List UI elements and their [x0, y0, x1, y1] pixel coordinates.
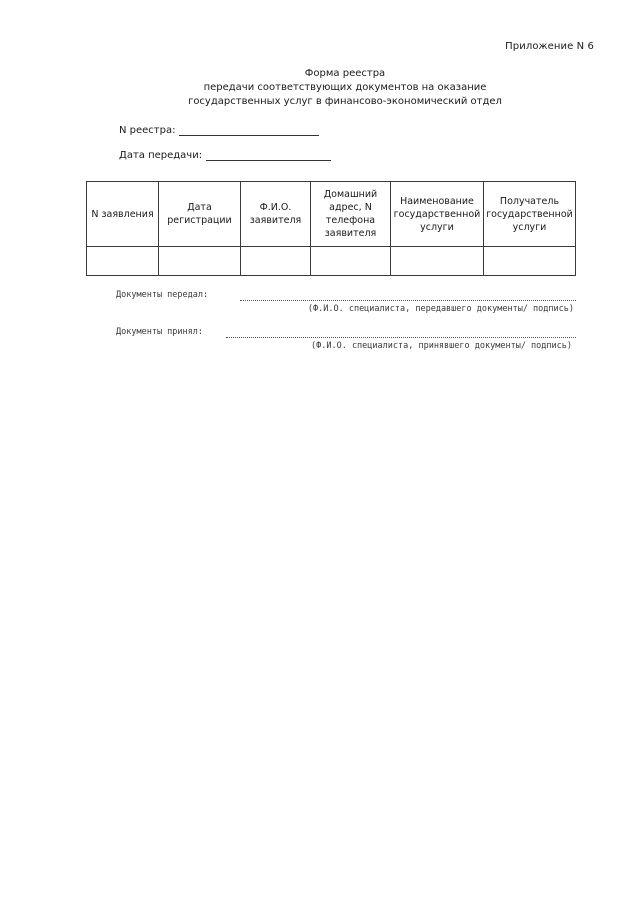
table-cell: [159, 247, 241, 276]
table-cell: [311, 247, 391, 276]
column-header: Домашний адрес, N телефона заявителя: [311, 182, 391, 247]
column-header: Ф.И.О. заявителя: [241, 182, 311, 247]
documents-given-label: Документы передал:: [116, 290, 209, 300]
documents-given-blank: [240, 300, 576, 301]
registry-number-field: [119, 125, 319, 136]
title-line-3: государственных услуг в финансово-экономический отдел: [188, 96, 502, 107]
documents-received-caption: (Ф.И.О. специалиста, принявшего документы/ подпись): [311, 341, 572, 351]
column-header: Наименование государственной услуги: [391, 182, 484, 247]
table-cell: [87, 247, 159, 276]
title-line-1: Форма реестра: [304, 68, 386, 79]
transfer-date-field: [119, 150, 331, 161]
column-header: N заявления: [87, 182, 159, 247]
documents-received-blank: [226, 337, 576, 338]
table-row: [87, 247, 576, 276]
table-cell: [241, 247, 311, 276]
appendix-label: Приложение N 6: [505, 41, 594, 52]
column-header: Дата регистрации: [159, 182, 241, 247]
column-header: Получатель государственной услуги: [484, 182, 576, 247]
registry-number-label: N реестра:: [119, 125, 176, 136]
table-cell: [484, 247, 576, 276]
table-cell: [391, 247, 484, 276]
registry-number-blank: [179, 125, 319, 136]
documents-given-caption: (Ф.И.О. специалиста, передавшего документы/ подпись): [307, 304, 574, 314]
documents-received-label: Документы принял:: [116, 327, 203, 337]
registry-table: [86, 181, 576, 276]
transfer-date-label: Дата передачи:: [119, 150, 203, 161]
transfer-date-blank: [206, 150, 331, 161]
title-line-2: передачи соответствующих документов на оказание: [203, 82, 487, 93]
table-header-row: [87, 182, 576, 247]
document-title: [150, 67, 540, 109]
